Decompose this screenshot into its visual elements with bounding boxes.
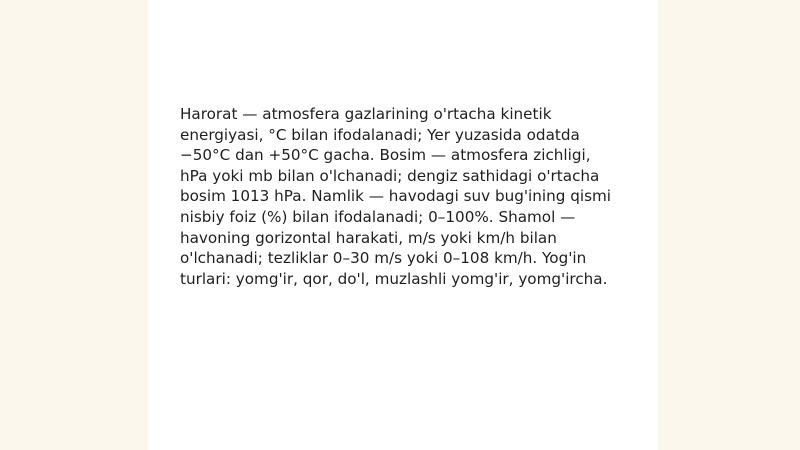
body-paragraph: Harorat — atmosfera gazlarining o'rtacha kinetik energiyasi, °C bilan ifodalanadi; Yer yuzasida odatda −50°C dan +50°C gacha. Bosim — atmosfera zichligi, hPa yoki mb bilan o'lchanadi; dengiz sathidagi o'rtacha bosim 1013 hPa. Namlik — havodagi suv bug'ining qismi nisbiy foiz (%) bilan ifodalanadi; 0–100%. Shamol — havoning gorizontal harakati, m/s yoki km/h bilan o'lchanadi; tezliklar 0–30 m/s yoki 0–108 km/h. Yog'in turlari: yomg'ir, qor, do'l, muzlashli yomg'ir, yomg'ircha. — [180, 105, 611, 288]
document-page — [148, 0, 658, 450]
